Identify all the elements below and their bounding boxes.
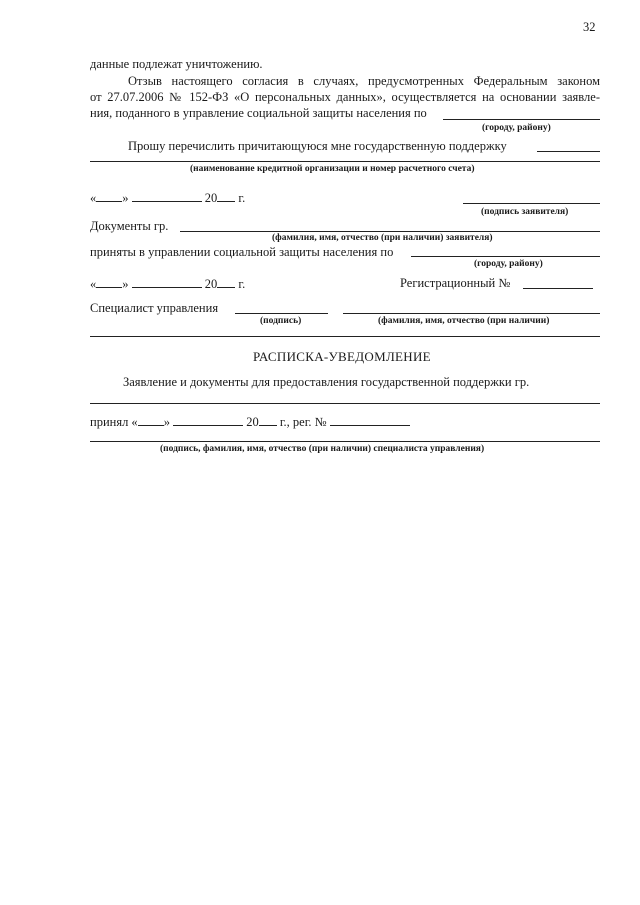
- specialist-sign-line[interactable]: [235, 313, 328, 314]
- paragraph-consent-line2: от 27.07.2006 № 152-ФЗ «О персональных данных», осуществляется на основании заявле-: [90, 90, 600, 104]
- registration-number-line[interactable]: [523, 288, 593, 289]
- credit-org-caption: (наименование кредитной организации и номер расчетного счета): [190, 164, 475, 174]
- city-blank-line[interactable]: [443, 119, 600, 120]
- date-day-blank[interactable]: [96, 276, 122, 288]
- section-divider: [90, 336, 600, 337]
- credit-org-line[interactable]: [90, 161, 600, 162]
- date-year-prefix: 20: [204, 191, 218, 205]
- date-quote-close: »: [163, 415, 170, 429]
- date-year-suffix: г.: [238, 191, 246, 205]
- applicant-sign-caption: (подпись заявителя): [481, 207, 569, 217]
- documents-fio-caption: (фамилия, имя, отчество (при наличии) заявителя): [272, 233, 493, 243]
- date-quote-open: «: [90, 277, 97, 291]
- receipt-day-blank[interactable]: [138, 414, 164, 426]
- receipt-specialist-caption: (подпись, фамилия, имя, отчество (при наличии) специалиста управления): [160, 444, 485, 454]
- date-quote-open: «: [90, 191, 97, 205]
- date-quote-close: »: [122, 191, 129, 205]
- receipt-date-field[interactable]: [90, 414, 410, 430]
- date-year-blank[interactable]: [217, 276, 235, 288]
- date-quote-close: »: [122, 277, 129, 291]
- paragraph-consent-line3: ния, поданного в управление социальной защиты населения по: [90, 106, 427, 120]
- date-year-suffix: г.: [238, 277, 246, 291]
- date-field-applicant[interactable]: [90, 190, 245, 206]
- receipt-title: РАСПИСКА-УВЕДОМЛЕНИЕ: [253, 349, 431, 364]
- receipt-reg-label: г., рег. №: [279, 415, 327, 429]
- page-number: 32: [583, 20, 596, 34]
- registration-number-label: Регистрационный №: [400, 276, 511, 290]
- date-month-blank[interactable]: [132, 276, 202, 288]
- date-month-blank[interactable]: [132, 190, 202, 202]
- paragraph-first-line: данные подлежат уничтожению.: [90, 57, 263, 71]
- receipt-reg-blank[interactable]: [330, 414, 410, 426]
- date-day-blank[interactable]: [96, 190, 122, 202]
- date-year-blank[interactable]: [217, 190, 235, 202]
- accepted-city-line[interactable]: [411, 256, 600, 257]
- specialist-sign-caption: (подпись): [260, 316, 302, 326]
- request-text: Прошу перечислить причитающуюся мне государственную поддержку: [128, 139, 507, 153]
- accepted-prefix: принял «: [90, 415, 138, 429]
- documents-label: Документы гр.: [90, 219, 169, 233]
- date-field-registration[interactable]: [90, 276, 245, 292]
- receipt-year-blank[interactable]: [259, 414, 277, 426]
- applicant-sign-line[interactable]: [463, 203, 600, 204]
- accepted-city-caption: (городу, району): [474, 259, 543, 269]
- specialist-label: Специалист управления: [90, 301, 219, 315]
- receipt-month-blank[interactable]: [173, 414, 243, 426]
- accepted-text: приняты в управлении социальной защиты населения по: [90, 245, 394, 259]
- specialist-fio-line[interactable]: [343, 313, 600, 314]
- date-year-prefix: 20: [246, 415, 259, 429]
- receipt-text: Заявление и документы для предоставления государственной поддержки гр.: [123, 375, 530, 389]
- documents-fio-line[interactable]: [180, 231, 600, 232]
- paragraph-consent-line1: Отзыв настоящего согласия в случаях, предусмотренных Федеральным законом: [128, 74, 600, 88]
- receipt-specialist-line[interactable]: [90, 441, 600, 442]
- date-year-prefix: 20: [204, 277, 218, 291]
- receipt-fio-line[interactable]: [90, 403, 600, 404]
- city-caption: (городу, району): [482, 123, 551, 133]
- specialist-fio-caption: (фамилия, имя, отчество (при наличии): [378, 316, 550, 326]
- support-blank-line[interactable]: [537, 151, 600, 152]
